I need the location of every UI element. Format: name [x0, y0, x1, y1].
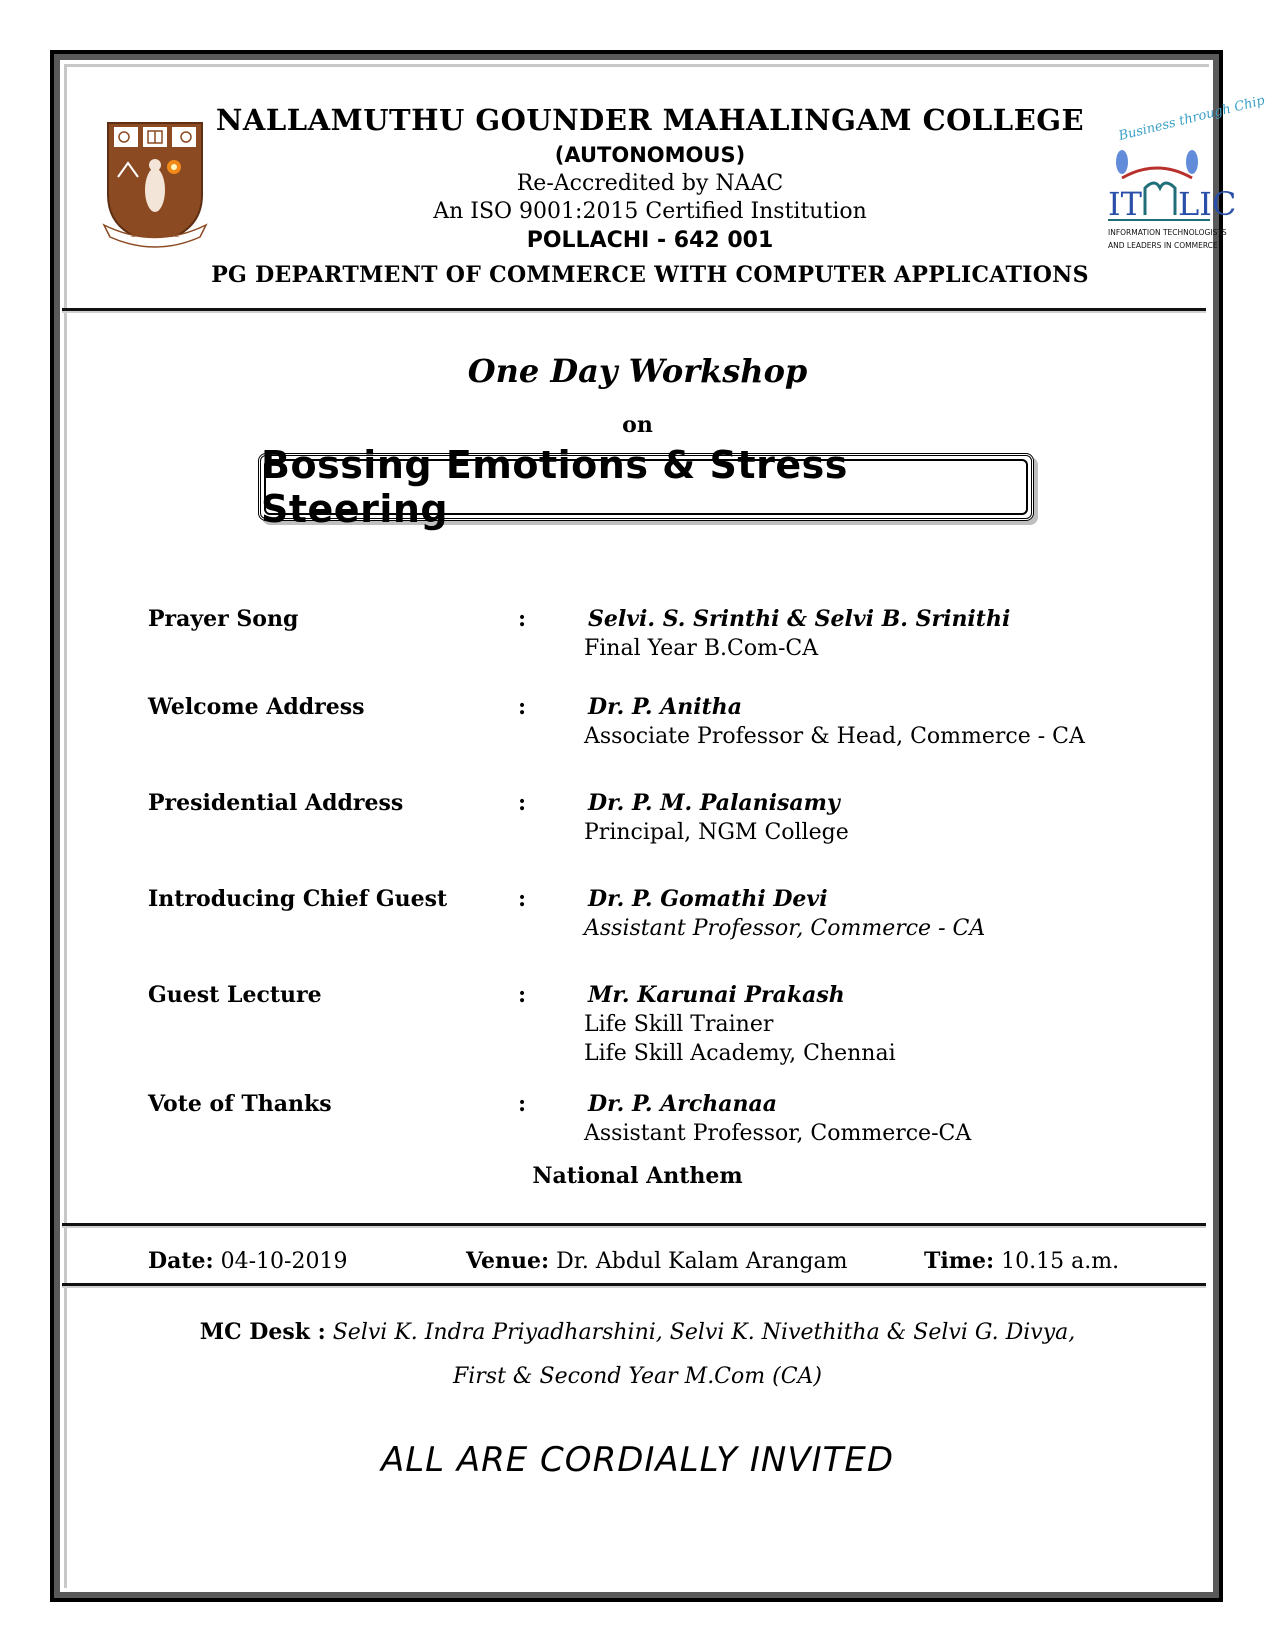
program-role: Introducing Chief Guest — [148, 886, 448, 912]
separator: : — [518, 982, 527, 1008]
event-date: Date: 04-10-2019 — [148, 1248, 348, 1274]
program-item — [148, 981, 1148, 1068]
college-name: NALLAMUTHU GOUNDER MAHALINGAM COLLEGE — [215, 103, 1085, 137]
person-name: Dr. P. Anitha — [588, 694, 743, 720]
person-name: Dr. P. M. Palanisamy — [588, 790, 840, 816]
event-time: Time: 10.15 a.m. — [924, 1248, 1120, 1274]
separator: : — [518, 886, 527, 912]
svg-text:~~~~ ~~~~: ~~~~ ~~~~ — [130, 233, 180, 241]
mc-desk-label: MC Desk : — [199, 1319, 326, 1345]
person-designation: Life Skill Trainer — [584, 1012, 774, 1037]
accreditation-text: Re-Accredited by NAAC — [516, 171, 784, 196]
program-person — [584, 981, 1148, 1068]
program-person — [584, 605, 1148, 663]
program-role: Guest Lecture — [148, 982, 322, 1008]
program-role: Prayer Song — [148, 606, 299, 632]
program-role: Presidential Address — [148, 790, 404, 816]
separator: : — [518, 606, 527, 632]
person-name: Mr. Karunai Prakash — [588, 982, 845, 1008]
itlic-association-logo-icon — [1100, 93, 1267, 260]
svg-text:Business through Chip: Business through Chip — [1117, 93, 1267, 145]
event-title-box — [258, 443, 1034, 531]
person-designation: Associate Professor & Head, Commerce - CA — [584, 724, 1085, 749]
info-bottom-divider — [62, 1283, 1206, 1286]
separator: : — [518, 1091, 527, 1117]
svg-text:IT: IT — [1108, 185, 1142, 223]
invitation-text: ALL ARE CORDIALLY INVITED — [380, 1440, 895, 1480]
program-person — [584, 1090, 1148, 1148]
person-designation: Final Year B.Com-CA — [584, 636, 819, 661]
svg-text:AND LEADERS IN COMMERCE: AND LEADERS IN COMMERCE — [1108, 241, 1218, 250]
person-designation: Principal, NGM College — [584, 820, 849, 845]
event-title: Bossing Emotions & Stress Steering — [261, 443, 848, 531]
event-type: One Day Workshop — [467, 352, 808, 390]
program-item — [148, 789, 1148, 847]
svg-text:INFORMATION TECHNOLOGISTS: INFORMATION TECHNOLOGISTS — [1108, 228, 1227, 237]
separator: : — [518, 694, 527, 720]
college-header — [200, 100, 1100, 256]
program-role: Welcome Address — [148, 694, 365, 720]
program-item — [148, 885, 1148, 943]
event-info-row — [148, 1248, 1168, 1274]
program-person — [584, 885, 1148, 943]
program-item — [148, 605, 1148, 663]
college-crest-logo-icon — [100, 115, 210, 250]
program-person — [584, 789, 1148, 847]
event-connector: on — [622, 412, 653, 438]
program-schedule — [148, 575, 1148, 1148]
college-city: POLLACHI - 642 001 — [526, 228, 774, 253]
department-name: PG DEPARTMENT OF COMMERCE WITH COMPUTER APPLICATIONS — [211, 262, 1089, 288]
mc-desk-class: First & Second Year M.Com (CA) — [452, 1364, 822, 1389]
college-status: (AUTONOMOUS) — [554, 143, 746, 167]
mc-desk — [0, 1310, 1275, 1399]
person-designation: Life Skill Academy, Chennai — [584, 1041, 896, 1066]
svg-text:LIC: LIC — [1178, 185, 1237, 223]
iso-certification-text: An ISO 9001:2015 Certified Institution — [433, 199, 867, 224]
person-designation: Assistant Professor, Commerce - CA — [584, 916, 986, 941]
program-item — [148, 1090, 1148, 1148]
header-divider — [62, 308, 1206, 311]
person-name: Selvi. S. Srinthi & Selvi B. Srinithi — [588, 606, 1011, 632]
separator: : — [518, 790, 527, 816]
person-name: Dr. P. Archanaa — [588, 1091, 777, 1117]
program-role: Vote of Thanks — [148, 1091, 332, 1117]
person-designation: Assistant Professor, Commerce-CA — [584, 1121, 972, 1146]
info-top-divider — [62, 1223, 1206, 1226]
event-venue: Venue: Dr. Abdul Kalam Arangam — [466, 1248, 848, 1274]
program-item — [148, 693, 1148, 751]
closing-item: National Anthem — [532, 1163, 743, 1189]
person-name: Dr. P. Gomathi Devi — [588, 886, 828, 912]
mc-desk-names: Selvi K. Indra Priyadharshini, Selvi K. Nivethitha & Selvi G. Divya, — [332, 1320, 1076, 1345]
program-person — [584, 693, 1148, 751]
